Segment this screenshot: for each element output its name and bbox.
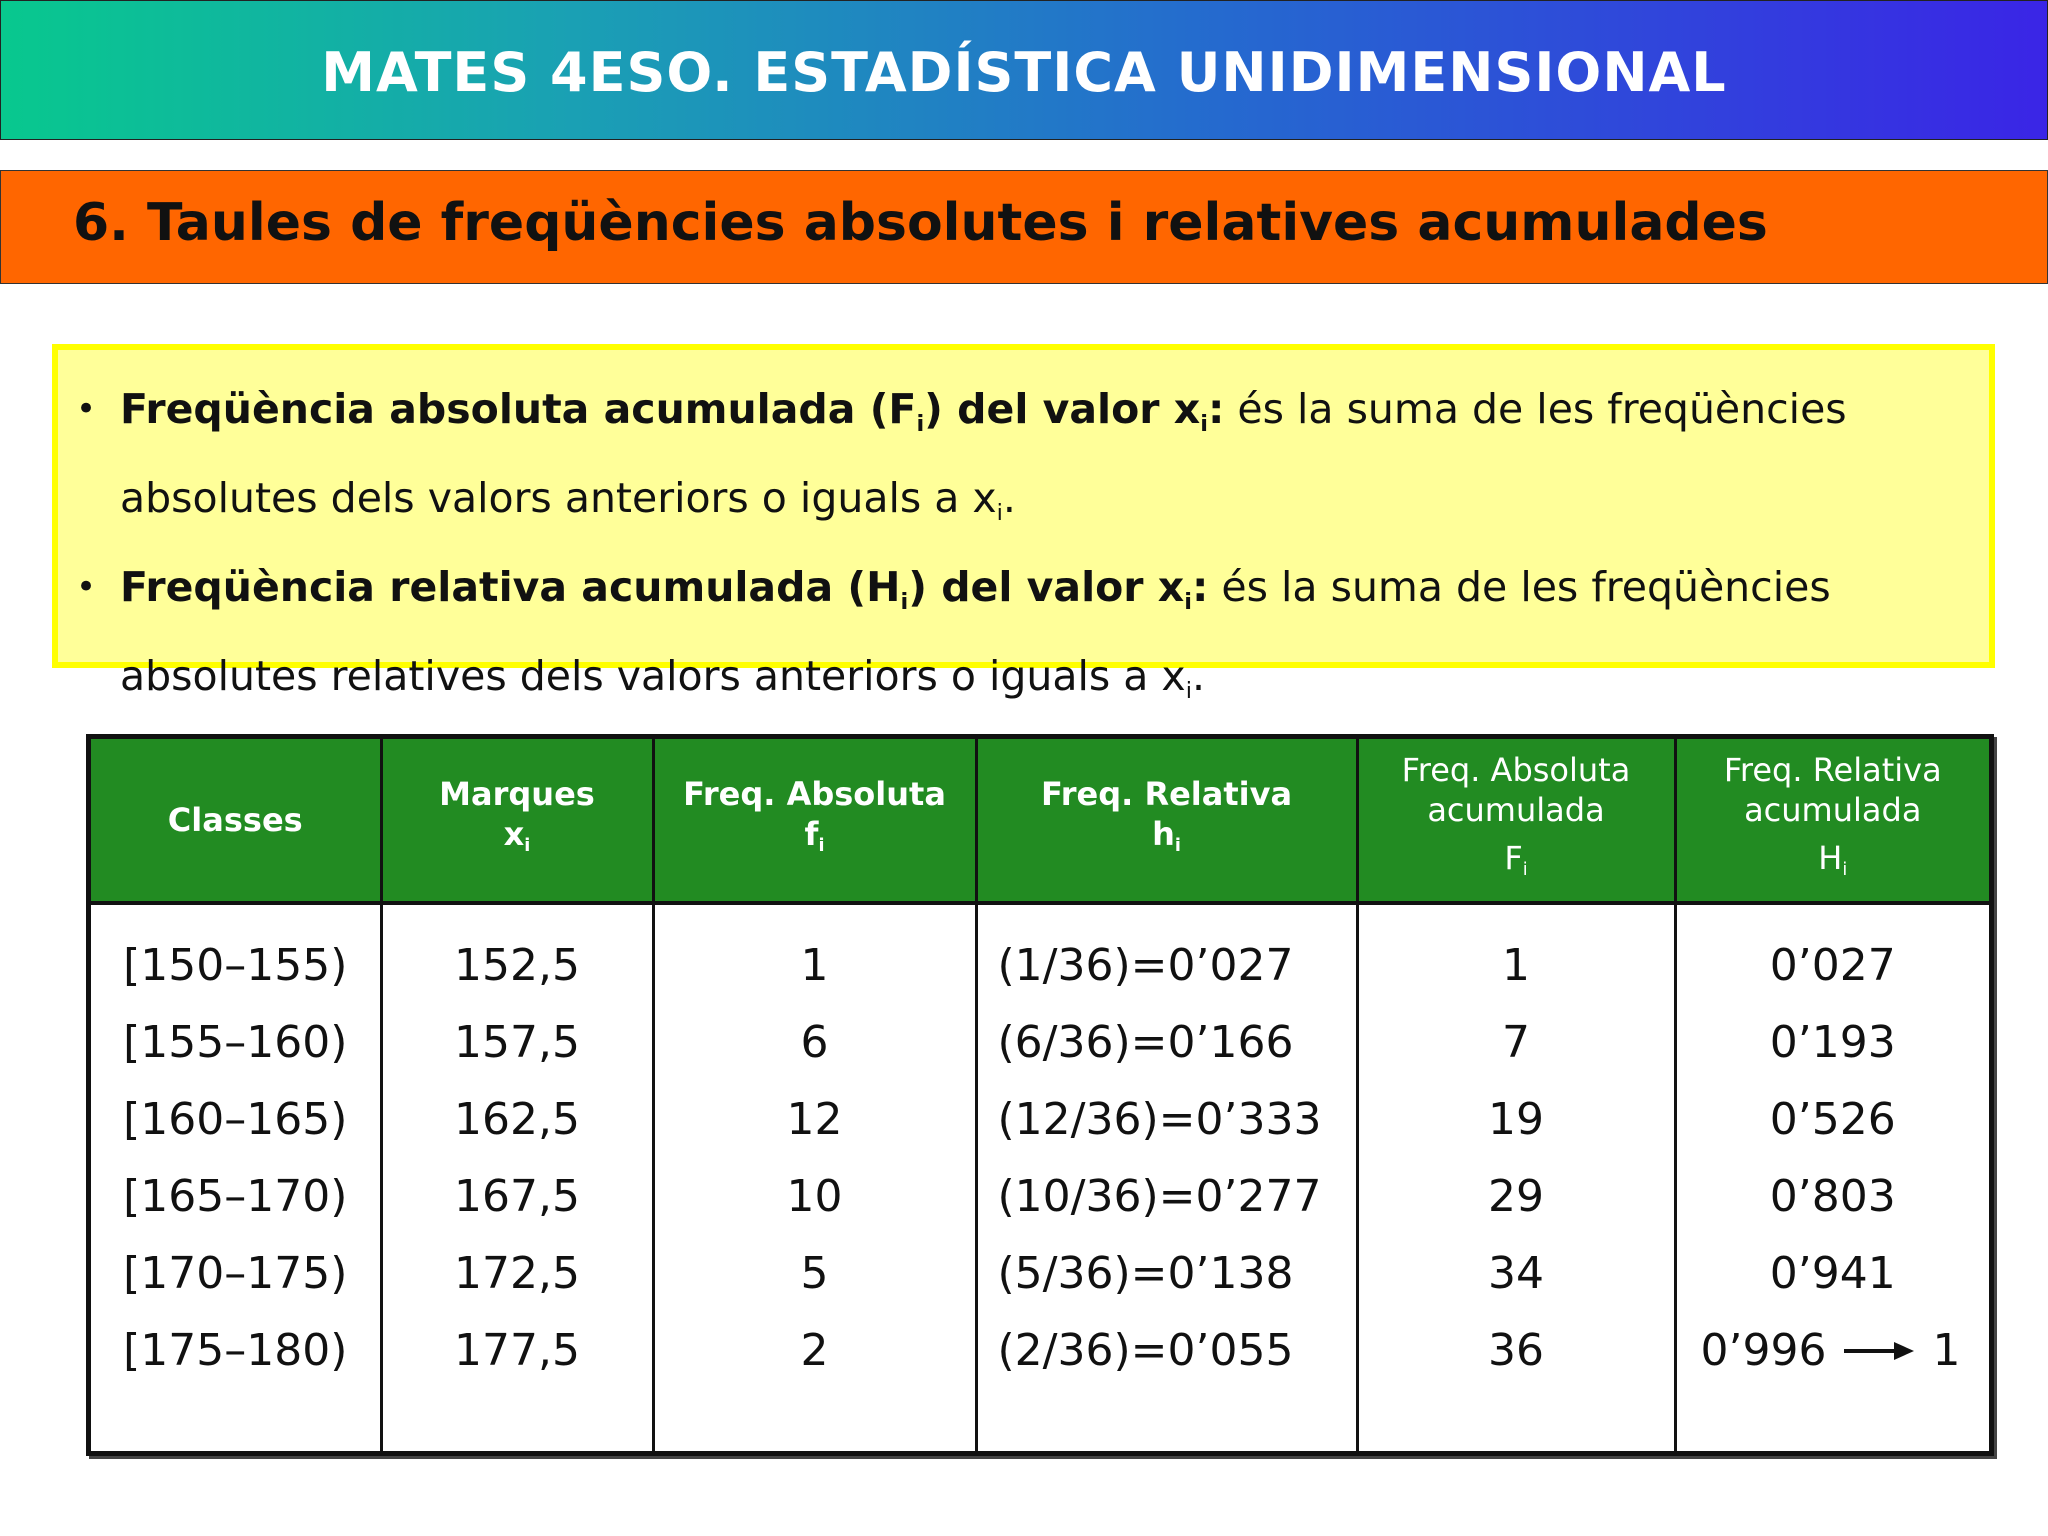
- cell-Hi-rounded: 1: [1932, 1325, 1961, 1376]
- header-freq-absoluta: Freq. Absoluta $f_i$: [653, 739, 976, 903]
- header-classes: Classes: [91, 739, 381, 903]
- cell-Hi-value: 0’996: [1700, 1325, 1827, 1376]
- header-marques: Marques $x_i$: [381, 739, 653, 903]
- bullet-icon: •: [76, 566, 97, 607]
- table-row: [91, 1004, 1989, 1081]
- cell-Hi-total: [1675, 1312, 1989, 1389]
- cell-hi: (1/36)=0’027: [976, 903, 1357, 1004]
- cell-fi: 1: [653, 903, 976, 1004]
- definition-text: és la suma de les freqüències absolutes relatives dels valors anteriors o iguals a $x_i$.: [120, 562, 1831, 704]
- cell-hi: (12/36)=0’333: [976, 1081, 1357, 1158]
- cell-Fi: 34: [1357, 1235, 1675, 1312]
- header-title: MATES 4ESO. ESTADÍSTICA UNIDIMENSIONAL: [321, 40, 1727, 104]
- cell-classe: [150–155): [91, 903, 381, 1004]
- filler-cell: [1675, 1389, 1989, 1451]
- cell-marca: 177,5: [381, 1312, 653, 1389]
- filler-cell: [976, 1389, 1357, 1451]
- filler-cell: [91, 1389, 381, 1451]
- cell-fi: 6: [653, 1004, 976, 1081]
- filler-cell: [1357, 1389, 1675, 1451]
- table-header-row: [91, 739, 1989, 903]
- table-filler-row: [91, 1389, 1989, 1451]
- cell-hi: (6/36)=0’166: [976, 1004, 1357, 1081]
- table-row: [91, 1235, 1989, 1312]
- cell-Fi: 29: [1357, 1158, 1675, 1235]
- header-freq-absoluta-acumulada: Freq. Absoluta acumulada $F_i$: [1357, 739, 1675, 903]
- cell-Fi: 19: [1357, 1081, 1675, 1158]
- cell-Hi: 0’526: [1769, 1094, 1896, 1145]
- cell-hi: (10/36)=0’277: [976, 1158, 1357, 1235]
- cell-classe: [160–165): [91, 1081, 381, 1158]
- cell-classe: [170–175): [91, 1235, 381, 1312]
- cell-marca: 157,5: [381, 1004, 653, 1081]
- cell-Hi: 0’027: [1769, 940, 1896, 991]
- section-title: 6. Taules de freqüències absolutes i relatives acumulades: [73, 193, 1768, 253]
- table-row: [91, 1158, 1989, 1235]
- filler-cell: [381, 1389, 653, 1451]
- definition-relative-cumulative: [76, 550, 1949, 728]
- definition-term: Freqüència relativa acumulada $(H_i)$ del valor $x_i$:: [120, 562, 1209, 615]
- cell-hi: (2/36)=0’055: [976, 1312, 1357, 1389]
- cell-marca: 172,5: [381, 1235, 653, 1312]
- cell-classe: [175–180): [91, 1312, 381, 1389]
- cell-classe: [165–170): [91, 1158, 381, 1235]
- cell-Hi: 0’941: [1769, 1248, 1896, 1299]
- cell-fi: 2: [653, 1312, 976, 1389]
- cell-fi: 12: [653, 1081, 976, 1158]
- cell-Fi: 36: [1357, 1312, 1675, 1389]
- cell-marca: 167,5: [381, 1158, 653, 1235]
- filler-cell: [653, 1389, 976, 1451]
- cell-marca: 162,5: [381, 1081, 653, 1158]
- header-banner: [0, 0, 2048, 140]
- definition-text: és la suma de les freqüències absolutes dels valors anteriors o iguals a $x_i$.: [120, 385, 1847, 526]
- header-freq-relativa: Freq. Relativa $h_i$: [976, 739, 1357, 903]
- table-row: [91, 903, 1989, 1004]
- table-row-last: [91, 1312, 1989, 1389]
- cell-hi: (5/36)=0’138: [976, 1235, 1357, 1312]
- cell-Hi: 0’803: [1769, 1171, 1896, 1222]
- arrow-right-icon: [1844, 1339, 1914, 1363]
- definitions-box: [52, 344, 1995, 704]
- definition-absolute-cumulative: [76, 372, 1949, 550]
- bullet-icon: •: [76, 389, 97, 429]
- cell-classe: [155–160): [91, 1004, 381, 1081]
- frequency-table-frame: [86, 734, 1994, 1456]
- table-row: [91, 1081, 1989, 1158]
- cell-Fi: 7: [1357, 1004, 1675, 1081]
- cell-Hi: 0’193: [1769, 1017, 1896, 1068]
- cell-fi: 10: [653, 1158, 976, 1235]
- cell-fi: 5: [653, 1235, 976, 1312]
- cell-marca: 152,5: [381, 903, 653, 1004]
- definition-term: Freqüència absoluta acumulada $(F_i)$ del valor $x_i$:: [120, 385, 1225, 437]
- section-bar: [0, 170, 2048, 284]
- cell-Fi: 1: [1357, 903, 1675, 1004]
- frequency-table: [91, 739, 1989, 1451]
- header-freq-relativa-acumulada: Freq. Relativa acumulada $H_i$: [1675, 739, 1989, 903]
